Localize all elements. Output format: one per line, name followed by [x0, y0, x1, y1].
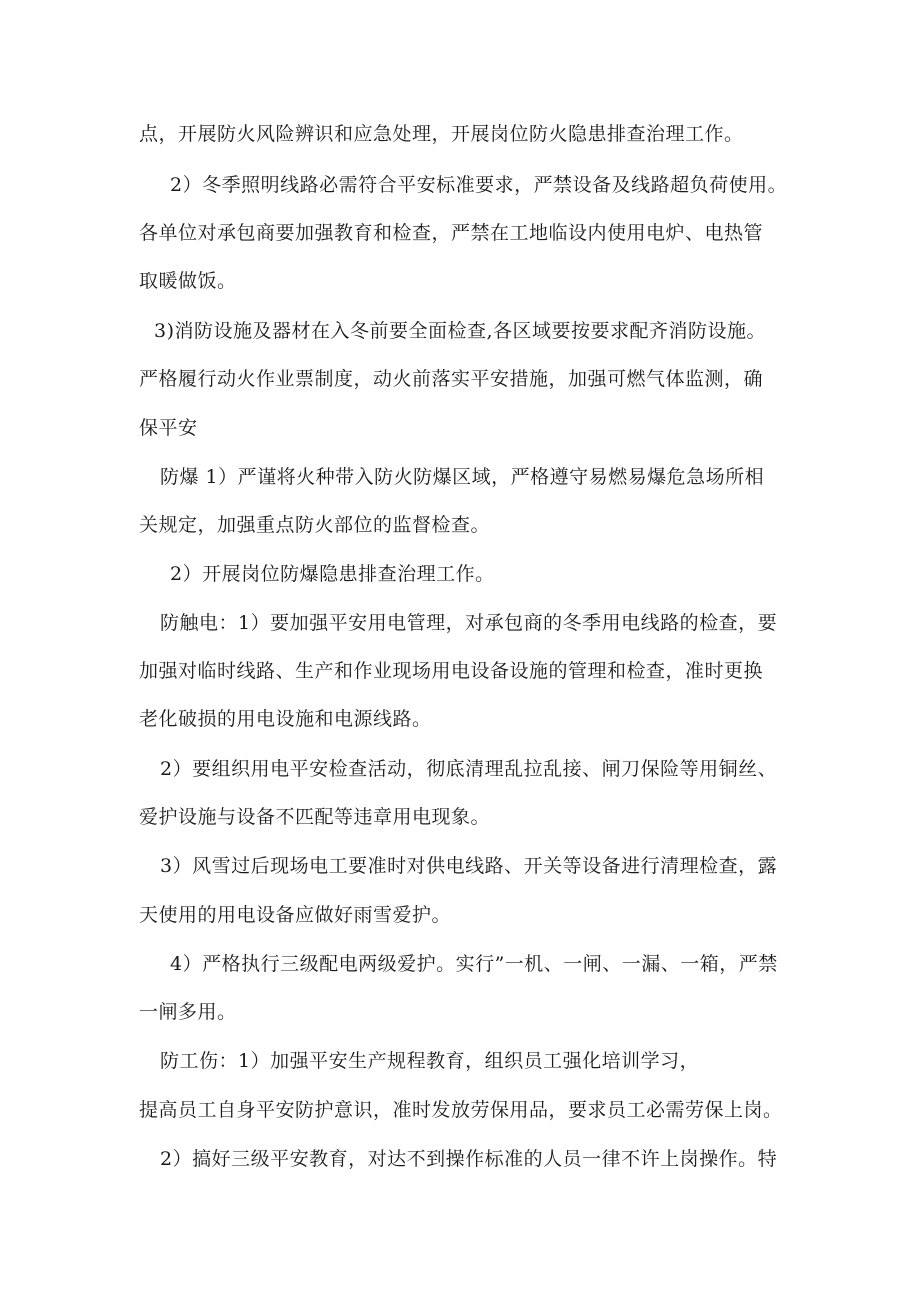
text-line: 老化破损的用电设施和电源线路。 [139, 708, 432, 730]
text-line: 2）搞好三级平安教育，对达不到操作标准的人员一律不许上岗操作。特 [160, 1148, 778, 1170]
text-line: 天使用的用电设备应做好雨雪爱护。 [139, 904, 452, 926]
text-line: 2）要组织用电平安检查活动，彻底清理乱拉乱接、闸刀保险等用铜丝、 [160, 758, 778, 780]
text-line: 提高员工自身平安防护意识，准时发放劳保用品，要求员工必需劳保上岗。 [139, 1099, 783, 1121]
text-line: 3）风雪过后现场电工要准时对供电线路、开关等设备进行清理检查，露 [160, 855, 778, 877]
text-line: 取暖做饭。 [139, 270, 237, 292]
text-line: 严格履行动火作业票制度，动火前落实平安措施，加强可燃气体监测，确 [139, 368, 764, 390]
text-line: 各单位对承包商要加强教育和检查，严禁在工地临设内使用电炉、电热管 [139, 222, 764, 244]
text-line: 保平安 [139, 417, 198, 439]
text-line: 防工伤：1）加强平安生产规程教育，组织员工强化培训学习， [160, 1050, 700, 1072]
text-line: 一闸多用。 [139, 1001, 237, 1023]
text-line: 加强对临时线路、生产和作业现场用电设备设施的管理和检查，准时更换 [139, 660, 764, 682]
text-line: 关规定，加强重点防火部位的监督检查。 [139, 514, 491, 536]
text-line: 爱护设施与设备不匹配等违章用电现象。 [139, 806, 491, 828]
text-line: 2）开展岗位防爆隐患排查治理工作。 [170, 563, 495, 585]
text-line: 防爆 1）严谨将火种带入防火防爆区域，严格遵守易燃易爆危急场所相 [160, 466, 765, 488]
text-line: 防触电：1）要加强平安用电管理，对承包商的冬季用电线路的检查，要 [160, 612, 778, 634]
text-line: 点，开展防火风险辨识和应急处理，开展岗位防火隐患排查治理工作。 [139, 123, 744, 145]
text-line: 2）冬季照明线路必需符合平安标准要求，严禁设备及线路超负荷使用。 [170, 174, 788, 196]
text-line: 3)消防设施及器材在入冬前要全面检查,各区域要按要求配齐消防设施。 [154, 320, 767, 342]
text-line: 4）严格执行三级配电两级爱护。实行”一机、一闸、一漏、一箱，严禁 [170, 953, 778, 975]
